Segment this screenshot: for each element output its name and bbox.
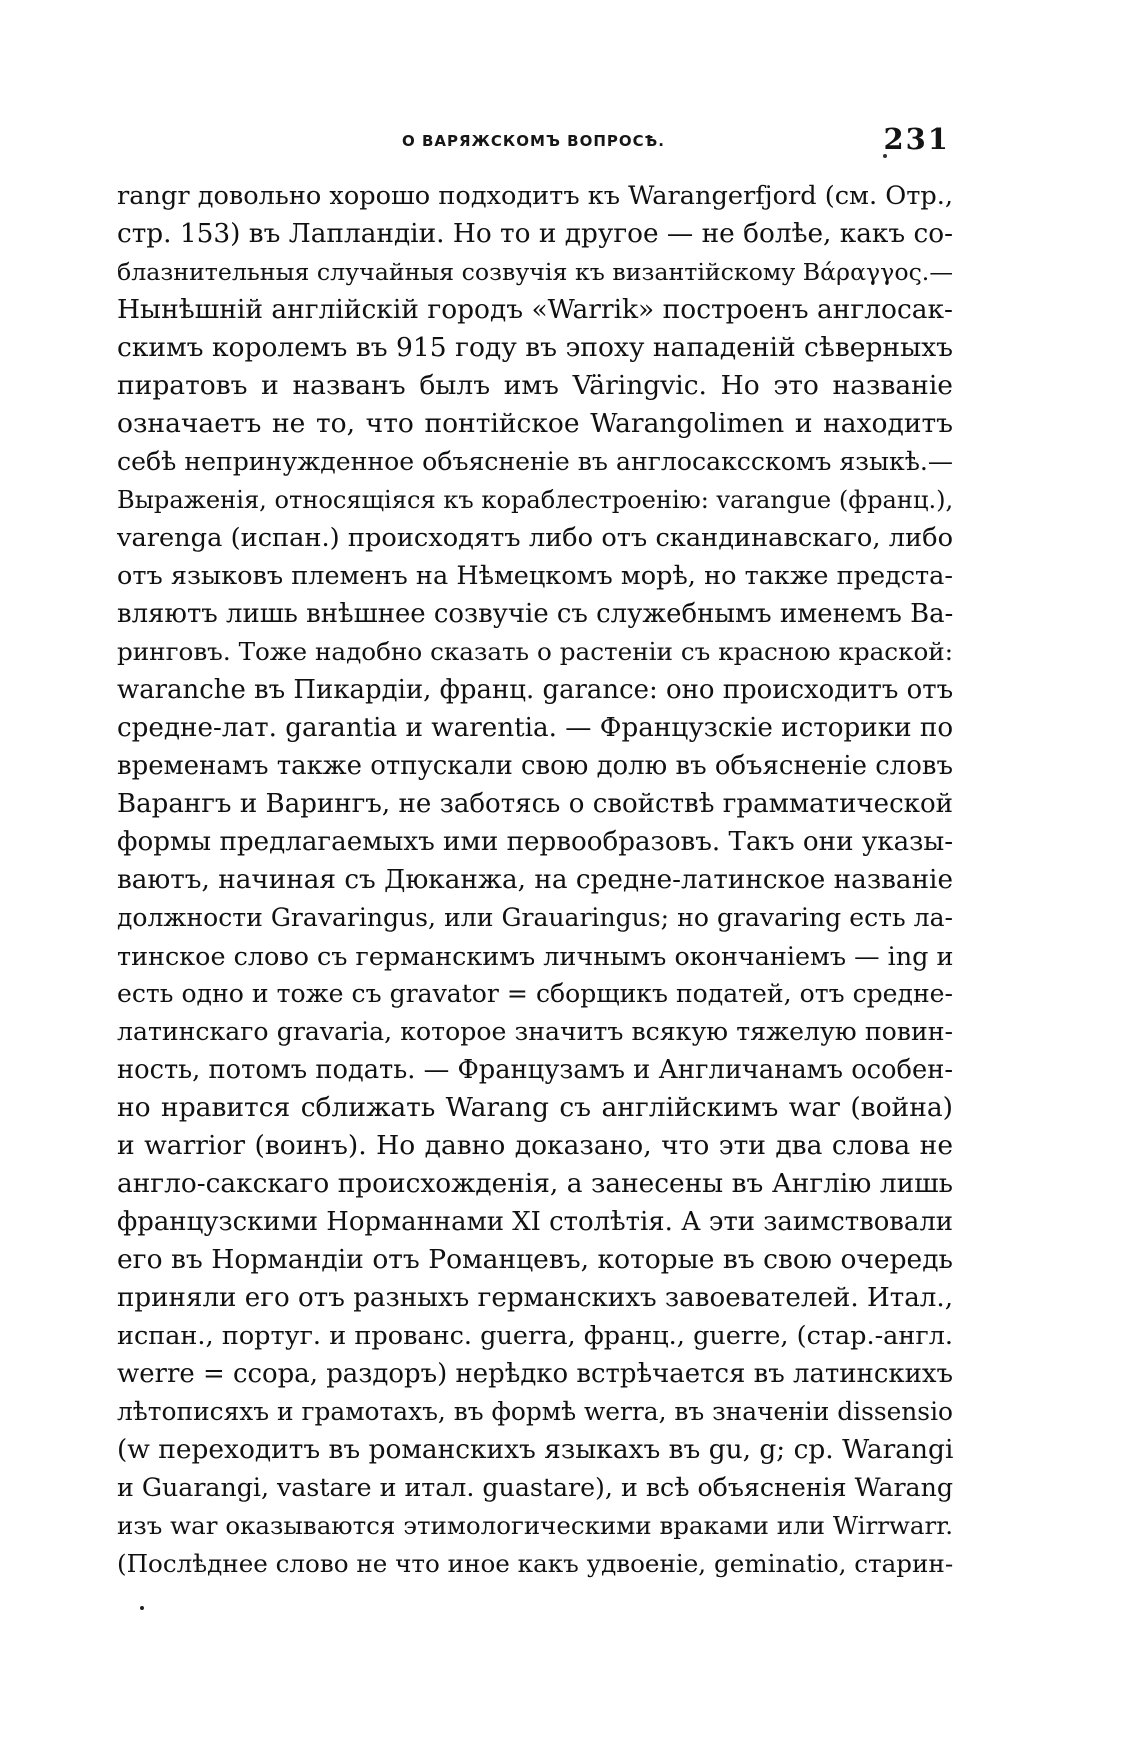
text-line: формы предлагаемыхъ ими первообразовъ. Такъ они указы- — [117, 827, 954, 857]
text-line: пиратовъ и названъ былъ имъ Väringvic. Но это названіе — [117, 370, 953, 401]
text-line: werre = ссора, раздоръ) нерѣдко встрѣчается въ латинскихъ — [117, 1359, 953, 1389]
text-line: Выраженія, относящіяся къ кораблестроенію: varangue (франц.), — [117, 486, 954, 514]
text-line: латинскаго gravaria, которое значитъ всякую тяжелую повин- — [117, 1017, 953, 1046]
body-text — [117, 177, 953, 1583]
text-line: французскими Норманнами XI столѣтія. А эти заимствовали — [117, 1207, 954, 1237]
text-line: англо-сакскаго происхожденія, а занесены въ Англію лишь — [117, 1169, 953, 1199]
text-line: тинское слово съ германскимъ личнымъ окончаніемъ — ing и — [117, 941, 954, 971]
text-line: но нравится сближать Warang съ англійскимъ war (война) — [117, 1092, 953, 1123]
text-line: скимъ королемъ въ 915 году въ эпоху нападеній сѣверныхъ — [117, 332, 953, 363]
text-line: (w переходитъ въ романскихъ языкахъ въ gu, g; ср. Warangi — [117, 1434, 954, 1465]
text-line: средне-лат. garantia и warentia. — Французскіе историки по — [117, 713, 954, 743]
text-line: Варангъ и Варингъ, не заботясь о свойствѣ грамматической — [117, 789, 953, 819]
text-line: Нынѣшній англійскій городъ «Warrik» построенъ англосак- — [117, 294, 953, 325]
text-line: его въ Нормандіи отъ Романцевъ, которые въ свою очередь — [117, 1244, 953, 1275]
text-line: varenga (испан.) происходятъ либо отъ скандинавскаго, либо — [117, 523, 953, 553]
text-line: означаетъ не то, что понтійское Warangolimen и находитъ — [117, 408, 953, 439]
text-line: должности Gravaringus, или Grauaringus; но gravaring есть ла- — [117, 903, 953, 932]
text-line: лѣтописяхъ и грамотахъ, въ формѣ werra, въ значеніи dissensio — [117, 1397, 953, 1426]
page-number: 231 — [883, 122, 950, 156]
text-line: отъ языковъ племенъ на Нѣмецкомъ морѣ, но также предста- — [117, 561, 953, 591]
text-line: и warrior (воинъ). Но давно доказано, что эти два слова не — [117, 1130, 953, 1161]
text-line: waranche въ Пикардіи, франц. garance: оно происходитъ отъ — [117, 675, 954, 705]
text-line: приняли его отъ разныхъ германскихъ завоевателей. Итал., — [117, 1283, 953, 1313]
text-line: rangr довольно хорошо подходитъ къ Warangerfjord (см. Отр., — [117, 181, 953, 211]
text-line: (Послѣднее слово не что иное какъ удвоеніе, geminatio, старин- — [117, 1549, 954, 1578]
text-line: вляютъ лишь внѣшнее созвучіе съ служебнымъ именемъ Ва- — [117, 599, 954, 629]
text-line: изъ war оказываются этимологическими враками или Wirrwarr. — [117, 1511, 953, 1540]
text-line: и Guarangi, vastare и итал. guastare), и всѣ объясненія Warang — [117, 1473, 953, 1502]
text-line: стр. 153) въ Лапландіи. Но то и другое — не болѣе, какъ со- — [117, 219, 953, 249]
running-head — [117, 122, 950, 162]
text-line: себѣ непринужденное объясненіе въ англосаксскомъ языкѣ.— — [117, 447, 953, 476]
print-speck — [140, 1606, 144, 1610]
text-line: ринговъ. Тоже надобно сказать о растеніи съ красною краской: — [117, 637, 953, 666]
text-line: испан., португ. и прованс. guerra, франц., guerre, (стар.-англ. — [117, 1321, 953, 1351]
text-line: ность, потомъ подать. — Французамъ и Англичанамъ особен- — [117, 1055, 953, 1085]
text-line: есть одно и тоже съ gravator = сборщикъ податей, отъ средне- — [117, 979, 953, 1008]
text-line: блазнительныя случайныя созвучія къ византійскому Βάραγγος.— — [117, 258, 953, 286]
running-title: О ВАРЯЖСКОМЪ ВОПРОСѢ. — [402, 132, 665, 150]
text-line: ваютъ, начиная съ Дюканжа, на средне-латинское названіе — [117, 865, 953, 895]
text-line: временамъ также отпускали свою долю въ объясненіе словъ — [117, 751, 953, 781]
